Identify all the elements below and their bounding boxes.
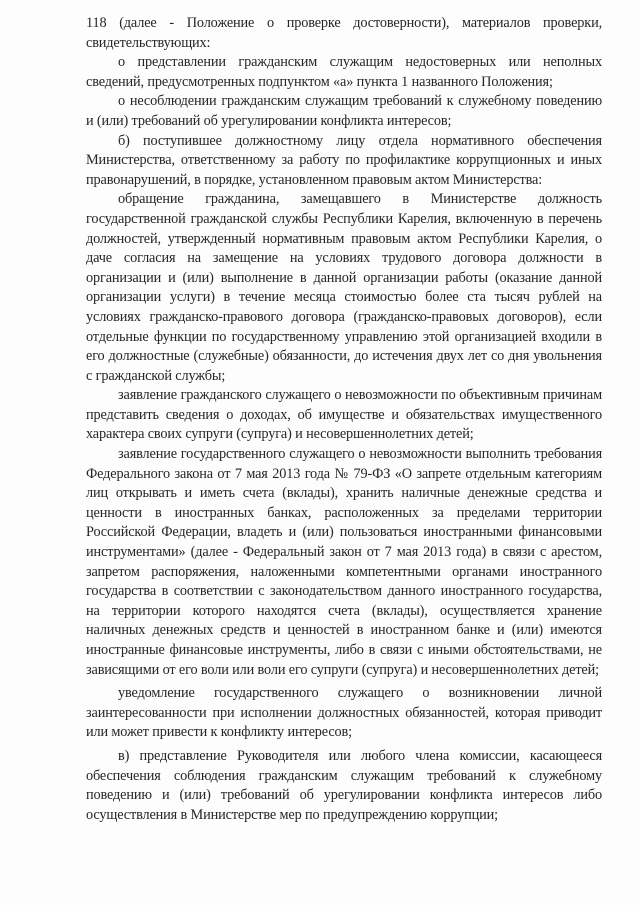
paragraph-false-info: о представлении гражданским служащим недостоверных или неполных сведений, предусмотренных подпунктом «а» пункта 1 названного Положения; bbox=[86, 54, 602, 90]
paragraph-item-v: в) представление Руководителя или любого члена комиссии, касающееся обеспечения соблюдения гражданским служащим требований к служебному поведению и (или) требований об урегулировании конфликта интересов либо осуществления в Министерстве мер по предупреждению коррупции; bbox=[86, 747, 602, 823]
paragraph-foreign-accounts: заявление государственного служащего о невозможности выполнить требования Федерального закона от 7 мая 2013 года № 79-ФЗ «О запрете отдельным категориям лиц открывать и иметь счета (вклады), хранить наличные денежные средства и ценности в иностранных банках, расположенных за пределами территории Российской Федерации, владеть и (или) пользоваться иностранными финансовыми инструментами» (далее - Федеральный закон от 7 мая 2013 года) в связи с арестом, запретом распоряжения, наложенными компетентными органами иностранного государства в соответствии с законодательством данного иностранного государства, на территории которого находятся счета (вклады), осуществляется хранение наличных денежных средств и ценностей в иностранном банке и (или) имеются иностранные финансовые инструменты, либо в связи с иными обстоятельствами, не зависящими от его воли или воли его супруги (супруга) и несовершеннолетних детей; bbox=[86, 446, 602, 678]
document-text bbox=[86, 14, 602, 825]
paragraph-item-b: б) поступившее должностному лицу отдела нормативного обеспечения Министерства, ответственному за работу по профилактике коррупционных и иных правонарушений, в порядке, установленном правовым актом Министерства: bbox=[86, 132, 602, 188]
paragraph-citizen-appeal: обращение гражданина, замещавшего в Министерстве должность государственной гражданской службы Республики Карелия, включенную в перечень должностей, утвержденный нормативным правовым актом Республики Карелия, о даче согласия на замещение на условиях трудового договора должности в организации и (или) выполнение в данной организации работы (оказание данной организации услуги) в течение месяца стоимостью более ста тысяч рублей на условиях гражданско-правового договора (гражданско-правовых договоров), если отдельные функции по государственному управлению этой организацией входили в его должностные (служебные) обязанности, до истечения двух лет со дня увольнения с гражданской службы; bbox=[86, 191, 602, 384]
paragraph-noncompliance: о несоблюдении гражданским служащим требований к служебному поведению и (или) требований об урегулировании конфликта интересов; bbox=[86, 93, 602, 129]
paragraph-continuation: 118 (далее - Положение о проверке достоверности), материалов проверки, свидетельствующих: bbox=[86, 15, 602, 51]
paragraph-income-statement: заявление гражданского служащего о невозможности по объективным причинам представить сведения о доходах, об имуществе и обязательствах имущественного характера своих супруги (супруга) и несовершеннолетних детей; bbox=[86, 387, 602, 443]
paragraph-conflict-notice: уведомление государственного служащего о возникновении личной заинтересованности при исполнении должностных обязанностей, которая приводит или может привести к конфликту интересов; bbox=[86, 685, 602, 741]
